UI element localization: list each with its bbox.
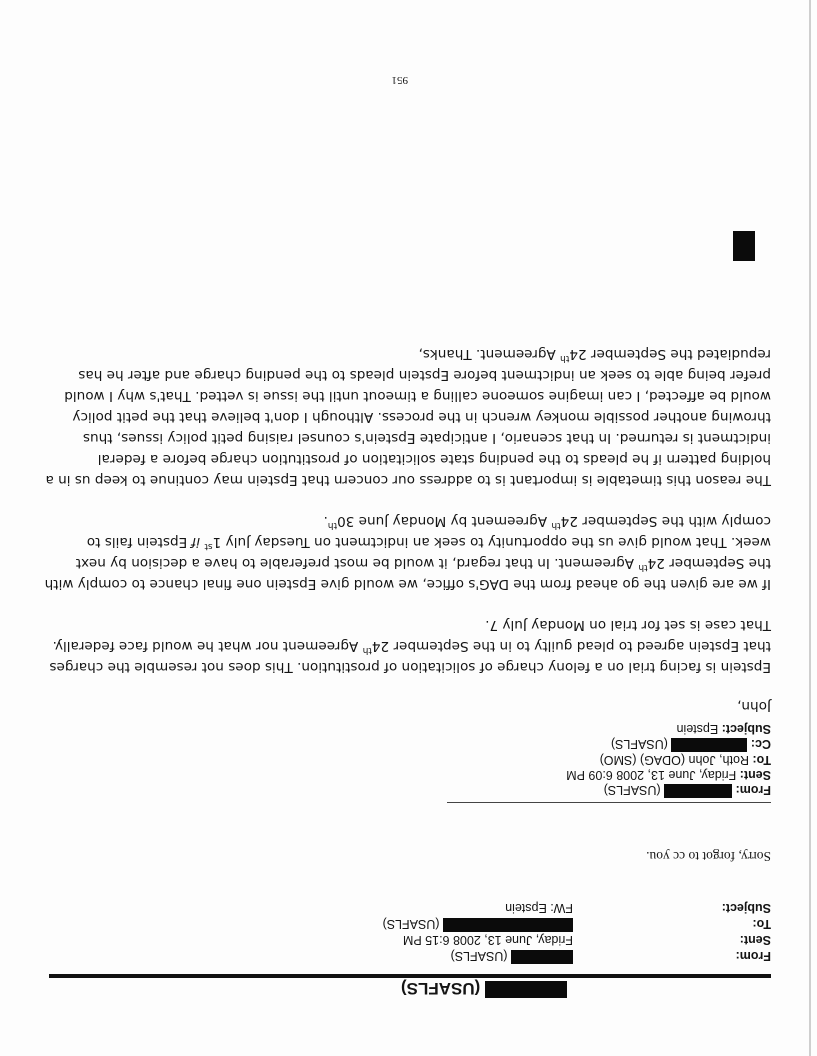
original-cc-row (566, 736, 771, 752)
sent-value: Friday, June 13, 2008 6:09 PM (566, 768, 737, 782)
to-label: To: (752, 753, 771, 767)
signature-redaction (733, 231, 755, 261)
to-value: (USAFLS) (383, 916, 573, 932)
redaction-bar (485, 981, 567, 998)
redaction-bar (443, 918, 573, 932)
sent-label: Sent: (739, 768, 771, 782)
to-value: Roth, John (ODAG) (SMO) (599, 753, 749, 767)
original-from-row (566, 782, 771, 798)
salutation: John, (737, 698, 771, 714)
cc-label: Cc: (750, 737, 771, 751)
subject-label: Subject: (721, 722, 771, 736)
forward-note: Sorry, forgot to cc you. (646, 849, 771, 864)
scan-edge-line (809, 0, 811, 1056)
paragraph-1: Epstein is facing trial on a felony charge of solicitation of prostitution. This does not resemble the charges that Epstein agreed to plead guilty to in the September 24th Agreement nor what he would face federally. That case is set for trial on Monday July 7. (49, 617, 771, 675)
forward-to-row (383, 916, 771, 932)
message-body (36, 323, 771, 716)
sent-value: Friday, June 13, 2008 6:15 PM (402, 933, 573, 947)
page-number: 951 (391, 74, 408, 86)
forward-subject-row (383, 900, 771, 916)
subject-value: Epstein (676, 722, 719, 736)
to-label: To: (752, 917, 771, 931)
redaction-bar (511, 950, 573, 964)
sender-name-banner (401, 978, 567, 998)
redaction-bar (671, 738, 747, 752)
header-rule (49, 974, 771, 978)
original-header (566, 721, 771, 798)
sent-label: Sent: (739, 933, 771, 947)
forward-header (383, 900, 771, 964)
original-sent-row (566, 767, 771, 782)
redaction-bar (664, 784, 732, 798)
from-value: (USAFLS) (451, 948, 573, 964)
cc-value: (USAFLS) (610, 737, 668, 751)
from-label: From: (735, 949, 771, 963)
from-label: From: (735, 783, 771, 797)
original-subject-row (566, 721, 771, 736)
from-value: (USAFLS) (603, 783, 661, 797)
forward-from-row (383, 948, 771, 964)
paragraph-3: The reason this timetable is important is to address our concern that Epstein may continue to keep us in a holding pattern if he pleads to the pending state solicitation of prostitution charge before a federal indictment is returned. In that scenario, I anticipate Epstein's counsel raising petit policy issues, thus throwing another possible monkey wrench in the process. Although I don't believe that the petit policy would be affected, I can imagine someone calling a timeout until the issue is vetted. That's why I would prefer being able to seek an indictment before Epstein pleads to the pending charge and after he has repudiated the September 24th Agreement. Thanks, (45, 346, 771, 488)
subject-value: FW: Epstein (505, 901, 573, 915)
forward-sent-row (383, 932, 771, 948)
subject-label: Subject: (721, 901, 771, 915)
paragraph-2: If we are given the go ahead from the DAG's office, we would give Epstein one final chance to comply with the September 24th Agreement. In that regard, it would be most preferable to have a decision by next week. That would give us the opportunity to seek an indictment on Tuesday July 1st if Epstein fails to comply with the September 24th Agreement by Monday June 30th. (44, 513, 771, 592)
emphasis-if: if (191, 534, 201, 550)
sender-name-suffix: (USAFLS) (400, 979, 481, 998)
original-header-rule (447, 802, 771, 803)
original-to-row (566, 752, 771, 767)
